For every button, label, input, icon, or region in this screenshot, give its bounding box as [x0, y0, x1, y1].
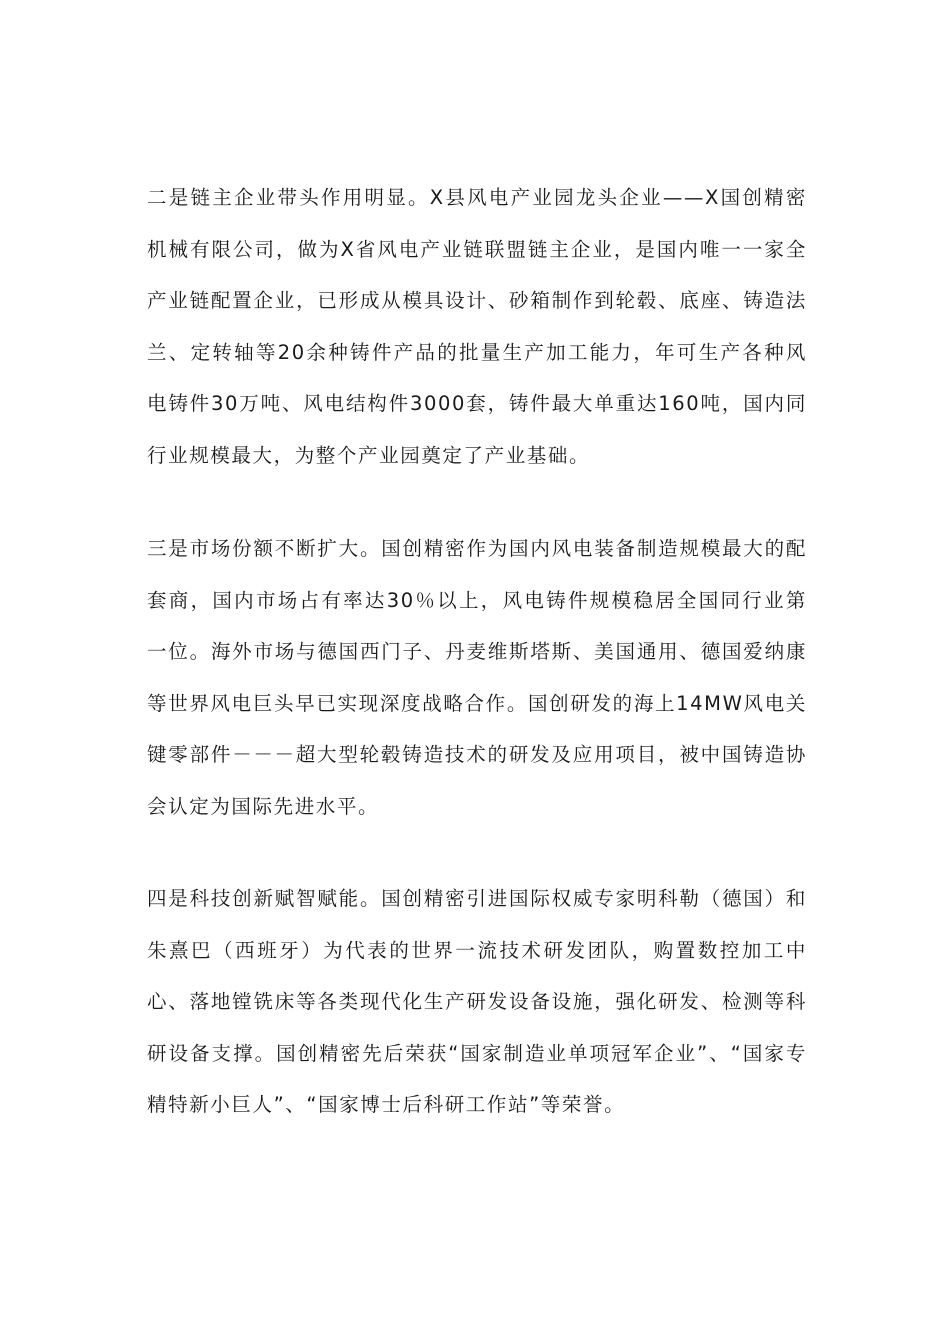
paragraph-chain-leader: 二是链主企业带头作用明显。X县风电产业园龙头企业——X国创精密机械有限公司，做为X省风电产业链联盟链主企业，是国内唯一一家全产业链配置企业，已形成从模具设计、砂箱制作到轮毂、底座、铸造法兰、定转轴等20余种铸件产品的批量生产加工能力，年可生产各种风电铸件30万吨、风电结构件3000套，铸件最大单重达160吨，国内同行业规模最大，为整个产业园奠定了产业基础。 — [147, 186, 807, 467]
paragraph-tech-innovation: 四是科技创新赋智赋能。国创精密引进国际权威专家明科勒（德国）和朱熹巴（西班牙）为代表的世界一流技术研发团队，购置数控加工中心、落地镗铣床等各类现代化生产研发设备设施，强化研发、检测等科研设备支撑。国创精密先后荣获“国家制造业单项冠军企业”、“国家专精特新小巨人”、“国家博士后科研工作站”等荣誉。 — [147, 887, 807, 1116]
paragraph-market-share: 三是市场份额不断扩大。国创精密作为国内风电装备制造规模最大的配套商，国内市场占有率达30％以上，风电铸件规模稳居全国同行业第一位。海外市场与德国西门子、丹麦维斯塔斯、美国通用、德国爱纳康等世界风电巨头早已实现深度战略合作。国创研发的海上14MW风电关键零部件－－－超大型轮毂铸造技术的研发及应用项目，被中国铸造协会认定为国际先进水平。 — [147, 537, 807, 818]
